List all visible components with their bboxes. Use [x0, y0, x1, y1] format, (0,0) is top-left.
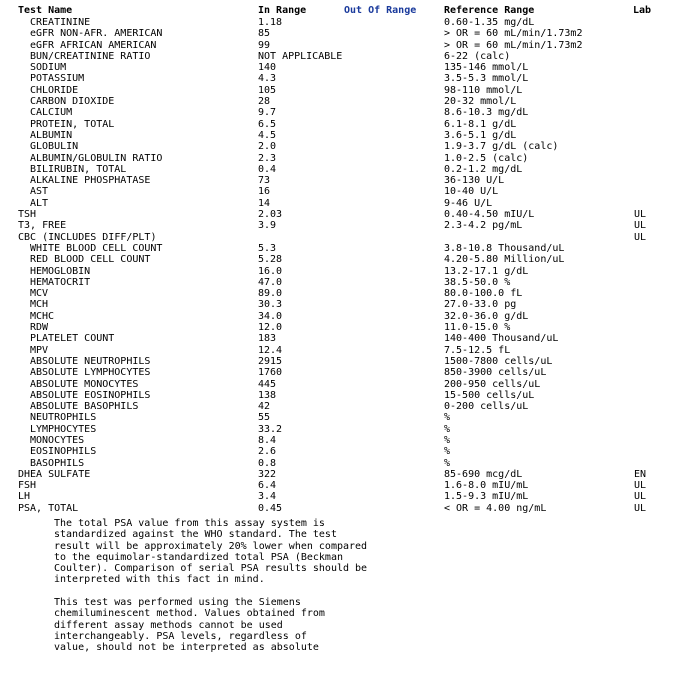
table-row	[0, 412, 682, 423]
lab-code-cell: UL	[634, 480, 647, 492]
reference-range-cell: 6-22 (calc)	[444, 50, 511, 62]
note-paragraph: The total PSA value from this assay system is standardized against the WHO standard. The test result will be approximately 20% lower when compared to the equimolar-standardized total PSA (Beckman Coulter). Comparison of serial PSA results should be interpreted with this fact in mind.	[54, 518, 368, 586]
result-value-cell: 0.4	[258, 163, 277, 175]
result-value-cell: 34.0	[258, 310, 283, 322]
reference-range-cell: 0.40-4.50 mIU/L	[444, 209, 535, 221]
table-row	[0, 96, 682, 107]
table-row	[0, 345, 682, 356]
reference-range-cell: 32.0-36.0 g/dL	[444, 310, 529, 322]
table-row	[0, 266, 682, 277]
result-value-cell: 2.6	[258, 446, 277, 458]
result-value-cell: 55	[258, 412, 271, 424]
result-value-cell: 89.0	[258, 288, 283, 300]
result-value-cell: 138	[258, 389, 277, 401]
test-name-cell: ALT	[30, 197, 49, 209]
test-name-cell: BILIRUBIN, TOTAL	[30, 163, 127, 175]
table-row	[0, 243, 682, 254]
test-name-cell: HEMOGLOBIN	[30, 265, 91, 277]
test-name-cell: BUN/CREATININE RATIO	[30, 50, 151, 62]
table-row	[0, 480, 682, 491]
reference-range-cell: %	[444, 423, 451, 435]
reference-range-cell: 1500-7800 cells/uL	[444, 355, 553, 367]
table-row	[0, 17, 682, 28]
reference-range-cell: 850-3900 cells/uL	[444, 367, 547, 379]
test-name-cell: T3, FREE	[18, 220, 67, 232]
reference-range-cell: %	[444, 412, 451, 424]
test-name-cell: EOSINOPHILS	[30, 446, 97, 458]
result-value-cell: 0.45	[258, 502, 283, 514]
reference-range-cell: 0-200 cells/uL	[444, 401, 529, 413]
result-value-cell: 105	[258, 84, 277, 96]
reference-range-cell: 36-130 U/L	[444, 175, 505, 187]
test-name-cell: POTASSIUM	[30, 73, 85, 85]
result-value-cell: 2.3	[258, 152, 277, 164]
reference-range-cell: 10-40 U/L	[444, 186, 499, 198]
table-row	[0, 390, 682, 401]
result-value-cell: 3.4	[258, 491, 277, 503]
test-name-cell: TSH	[18, 209, 37, 221]
table-row	[0, 130, 682, 141]
test-name-cell: DHEA SULFATE	[18, 468, 91, 480]
result-value-cell: 73	[258, 175, 271, 187]
test-name-cell: eGFR AFRICAN AMERICAN	[30, 39, 157, 51]
result-value-cell: 12.0	[258, 322, 283, 334]
table-row	[0, 311, 682, 322]
lab-code-cell: UL	[634, 220, 647, 232]
reference-range-cell: 15-500 cells/uL	[444, 389, 535, 401]
table-row	[0, 356, 682, 367]
table-row	[0, 491, 682, 502]
reference-range-cell: > OR = 60 mL/min/1.73m2	[444, 39, 583, 51]
reference-range-cell: 200-950 cells/uL	[444, 378, 541, 390]
test-name-cell: RDW	[30, 322, 49, 334]
table-row	[0, 424, 682, 435]
test-name-cell: MCV	[30, 288, 49, 300]
results-table-body	[0, 17, 682, 514]
table-row	[0, 288, 682, 299]
table-row	[0, 232, 682, 243]
table-row	[0, 299, 682, 310]
reference-range-cell: 0.2-1.2 mg/dL	[444, 163, 523, 175]
reference-range-cell: %	[444, 457, 451, 469]
result-value-cell: 28	[258, 96, 271, 108]
result-value-cell: 2.03	[258, 209, 283, 221]
table-row	[0, 277, 682, 288]
table-row	[0, 458, 682, 469]
test-name-cell: MONOCYTES	[30, 434, 85, 446]
result-value-cell: 85	[258, 28, 271, 40]
test-name-cell: PSA, TOTAL	[18, 502, 79, 514]
result-value-cell: 99	[258, 39, 271, 51]
result-value-cell: 4.3	[258, 73, 277, 85]
table-row	[0, 141, 682, 152]
test-name-cell: ALBUMIN/GLOBULIN RATIO	[30, 152, 163, 164]
table-row	[0, 73, 682, 84]
result-value-cell: 1760	[258, 367, 283, 379]
reference-range-cell: 20-32 mmol/L	[444, 96, 517, 108]
table-row	[0, 153, 682, 164]
test-name-cell: CARBON DIOXIDE	[30, 96, 115, 108]
table-row	[0, 401, 682, 412]
result-value-cell: 6.5	[258, 118, 277, 130]
reference-range-cell: 80.0-100.0 fL	[444, 288, 523, 300]
result-value-cell: 30.3	[258, 299, 283, 311]
reference-range-cell: 8.6-10.3 mg/dL	[444, 107, 529, 119]
result-value-cell: 0.8	[258, 457, 277, 469]
table-row	[0, 469, 682, 480]
test-name-cell: CBC (INCLUDES DIFF/PLT)	[18, 231, 157, 243]
result-value-cell: 5.28	[258, 254, 283, 266]
reference-range-cell: 1.9-3.7 g/dL (calc)	[444, 141, 559, 153]
reference-range-cell: 1.5-9.3 mIU/mL	[444, 491, 529, 503]
result-value-cell: 9.7	[258, 107, 277, 119]
psa-notes	[54, 518, 434, 665]
reference-range-cell: < OR = 4.00 ng/mL	[444, 502, 547, 514]
test-name-cell: CALCIUM	[30, 107, 73, 119]
result-value-cell: 14	[258, 197, 271, 209]
note-paragraph: This test was performed using the Siemens chemiluminescent method. Values obtained from different assay methods cannot be used interchangeably. PSA levels, regardless of value, should not be interpreted as absolute	[54, 597, 325, 654]
reference-range-cell: 135-146 mmol/L	[444, 62, 529, 74]
result-value-cell: 2.0	[258, 141, 277, 153]
result-value-cell: 1.18	[258, 17, 283, 28]
result-value-cell: 5.3	[258, 242, 277, 254]
result-value-cell: 47.0	[258, 276, 283, 288]
result-value-cell: 322	[258, 468, 277, 480]
test-name-cell: WHITE BLOOD CELL COUNT	[30, 242, 163, 254]
test-name-cell: FSH	[18, 480, 37, 492]
result-value-cell: 3.9	[258, 220, 277, 232]
test-name-cell: ABSOLUTE BASOPHILS	[30, 401, 139, 413]
header-test-name: Test Name	[18, 5, 73, 16]
result-value-cell: 6.4	[258, 480, 277, 492]
table-row	[0, 28, 682, 39]
table-row	[0, 209, 682, 220]
test-name-cell: BASOPHILS	[30, 457, 85, 469]
table-row	[0, 175, 682, 186]
test-name-cell: LYMPHOCYTES	[30, 423, 97, 435]
test-name-cell: GLOBULIN	[30, 141, 79, 153]
test-name-cell: ALBUMIN	[30, 129, 73, 141]
test-name-cell: MPV	[30, 344, 49, 356]
result-value-cell: 445	[258, 378, 277, 390]
header-in-range: In Range	[258, 5, 307, 16]
result-value-cell: 8.4	[258, 434, 277, 446]
result-value-cell: 4.5	[258, 129, 277, 141]
test-name-cell: HEMATOCRIT	[30, 276, 91, 288]
test-name-cell: CREATININE	[30, 17, 91, 28]
table-row	[0, 379, 682, 390]
table-row	[0, 446, 682, 457]
reference-range-cell: 85-690 mcg/dL	[444, 468, 523, 480]
table-row	[0, 107, 682, 118]
table-row	[0, 333, 682, 344]
reference-range-cell: 6.1-8.1 g/dL	[444, 118, 517, 130]
lab-code-cell: UL	[634, 209, 647, 221]
result-value-cell: 16	[258, 186, 271, 198]
table-row	[0, 40, 682, 51]
table-row	[0, 220, 682, 231]
table-row	[0, 254, 682, 265]
table-row	[0, 119, 682, 130]
reference-range-cell: 0.60-1.35 mg/dL	[444, 17, 535, 28]
table-row	[0, 198, 682, 209]
reference-range-cell: 9-46 U/L	[444, 197, 493, 209]
table-row	[0, 367, 682, 378]
reference-range-cell: %	[444, 446, 451, 458]
reference-range-cell: %	[444, 434, 451, 446]
test-name-cell: LH	[18, 491, 31, 503]
reference-range-cell: 2.3-4.2 pg/mL	[444, 220, 523, 232]
table-row	[0, 85, 682, 96]
test-name-cell: NEUTROPHILS	[30, 412, 97, 424]
test-name-cell: ALKALINE PHOSPHATASE	[30, 175, 151, 187]
result-value-cell: NOT APPLICABLE	[258, 50, 343, 62]
reference-range-cell: 13.2-17.1 g/dL	[444, 265, 529, 277]
result-value-cell: 42	[258, 401, 271, 413]
table-row	[0, 51, 682, 62]
lab-code-cell: UL	[634, 502, 647, 514]
result-value-cell: 183	[258, 333, 277, 345]
result-value-cell: 140	[258, 62, 277, 74]
reference-range-cell: 27.0-33.0 pg	[444, 299, 517, 311]
result-value-cell: 16.0	[258, 265, 283, 277]
lab-code-cell: EN	[634, 468, 647, 480]
test-name-cell: CHLORIDE	[30, 84, 79, 96]
reference-range-cell: > OR = 60 mL/min/1.73m2	[444, 28, 583, 40]
reference-range-cell: 7.5-12.5 fL	[444, 344, 511, 356]
header-reference-range: Reference Range	[444, 5, 535, 16]
reference-range-cell: 140-400 Thousand/uL	[444, 333, 559, 345]
results-header-row	[0, 5, 682, 17]
table-row	[0, 435, 682, 446]
test-name-cell: eGFR NON-AFR. AMERICAN	[30, 28, 163, 40]
test-name-cell: ABSOLUTE EOSINOPHILS	[30, 389, 151, 401]
test-name-cell: AST	[30, 186, 49, 198]
table-row	[0, 186, 682, 197]
test-name-cell: PLATELET COUNT	[30, 333, 115, 345]
reference-range-cell: 11.0-15.0 %	[444, 322, 511, 334]
test-name-cell: MCH	[30, 299, 49, 311]
lab-code-cell: UL	[634, 231, 647, 243]
header-lab: Lab	[633, 5, 652, 16]
test-name-cell: ABSOLUTE NEUTROPHILS	[30, 355, 151, 367]
table-row	[0, 503, 682, 514]
reference-range-cell: 38.5-50.0 %	[444, 276, 511, 288]
result-value-cell: 2915	[258, 355, 283, 367]
reference-range-cell: 1.6-8.0 mIU/mL	[444, 480, 529, 492]
reference-range-cell: 3.6-5.1 g/dL	[444, 129, 517, 141]
test-name-cell: PROTEIN, TOTAL	[30, 118, 115, 130]
result-value-cell: 33.2	[258, 423, 283, 435]
test-name-cell: ABSOLUTE MONOCYTES	[30, 378, 139, 390]
reference-range-cell: 4.20-5.80 Million/uL	[444, 254, 565, 266]
table-row	[0, 164, 682, 175]
reference-range-cell: 3.5-5.3 mmol/L	[444, 73, 529, 85]
table-row	[0, 322, 682, 333]
test-name-cell: MCHC	[30, 310, 55, 322]
result-value-cell: 12.4	[258, 344, 283, 356]
table-row	[0, 62, 682, 73]
header-out-of-range: Out Of Range	[344, 5, 417, 16]
test-name-cell: ABSOLUTE LYMPHOCYTES	[30, 367, 151, 379]
reference-range-cell: 1.0-2.5 (calc)	[444, 152, 529, 164]
reference-range-cell: 98-110 mmol/L	[444, 84, 523, 96]
test-name-cell: RED BLOOD CELL COUNT	[30, 254, 151, 266]
test-name-cell: SODIUM	[30, 62, 67, 74]
reference-range-cell: 3.8-10.8 Thousand/uL	[444, 242, 565, 254]
lab-code-cell: UL	[634, 491, 647, 503]
